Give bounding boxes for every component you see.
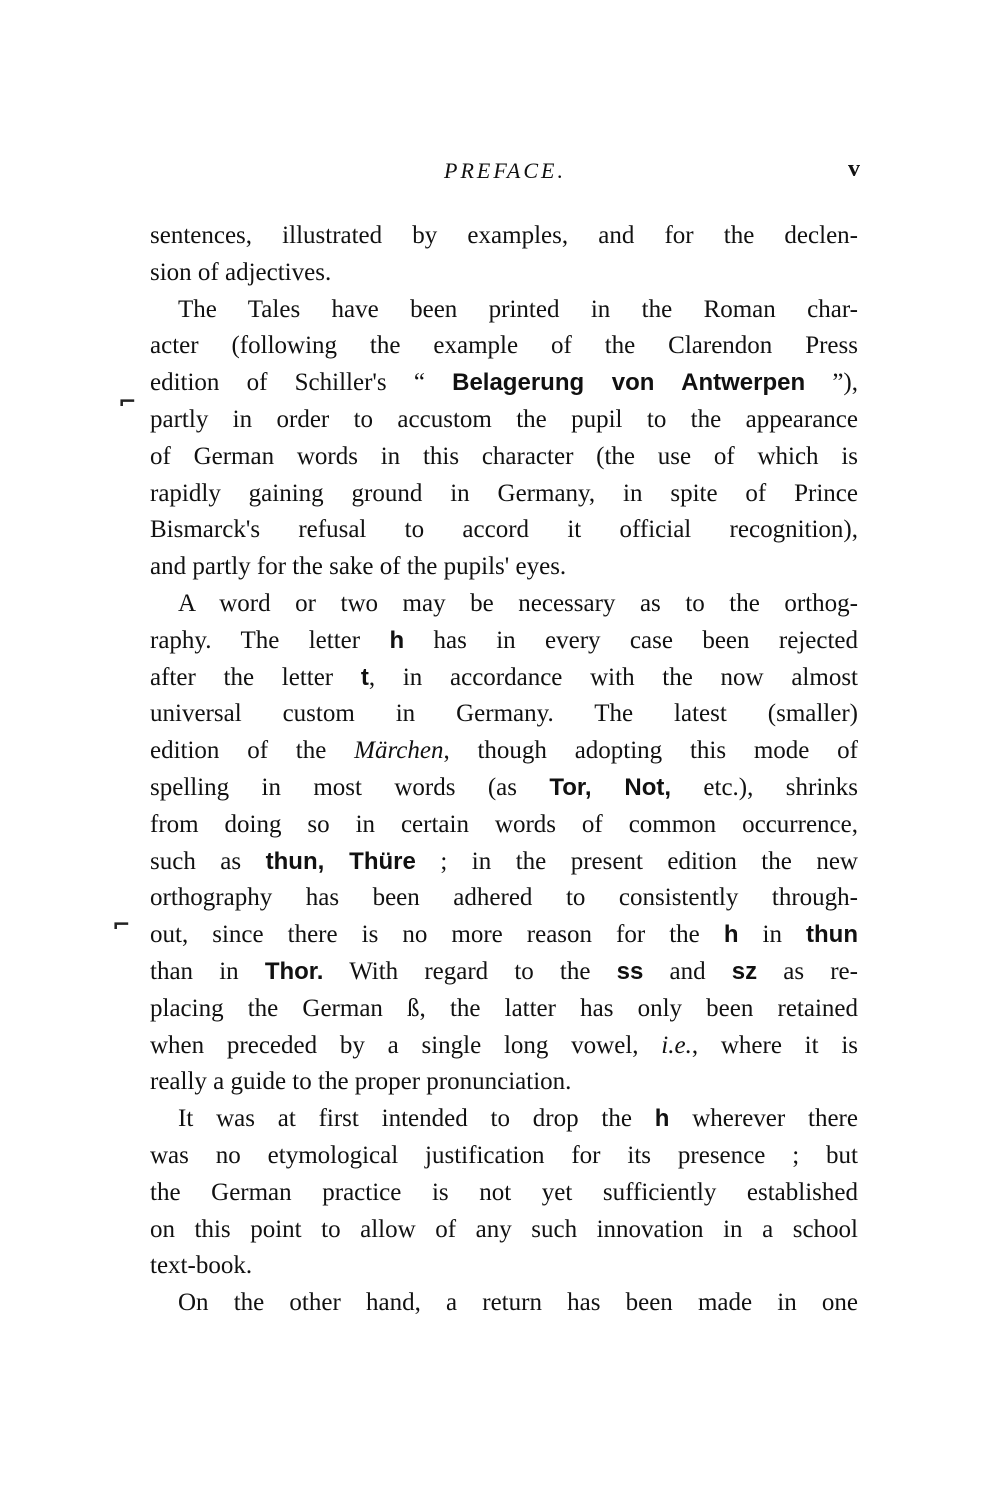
page-header	[150, 158, 860, 198]
text-segment: has in every case been rejected	[404, 626, 858, 654]
text-segment: ”),	[805, 369, 858, 397]
text-line	[150, 586, 858, 623]
bold-word: sz	[731, 957, 758, 985]
text-segment: It was at first intended to drop the	[178, 1105, 655, 1133]
text-segment: On the other hand, a return has been made in one	[178, 1289, 858, 1317]
text-segment: placing the German ß, the latter has only been retained	[150, 994, 858, 1022]
text-segment: ; in the present edition the new	[415, 847, 858, 875]
text-segment: The Tales have been printed in the Roman char-	[178, 295, 858, 323]
text-segment: edition of the	[150, 737, 355, 765]
text-segment: universal custom in Germany. The latest (smaller)	[150, 700, 858, 728]
text-segment: sion of adjectives.	[150, 258, 332, 286]
margin-mark-icon: ⌐	[118, 390, 137, 415]
text-line	[150, 549, 858, 586]
text-segment: out, since there is no more reason for the	[150, 921, 724, 949]
italic-word: Märchen	[354, 737, 444, 765]
text-line	[150, 770, 858, 807]
bold-word: t	[360, 663, 369, 691]
text-line	[150, 733, 858, 770]
text-segment: , in accordance with the now almost	[368, 663, 858, 691]
text-segment: really a guide to the proper pronunciation.	[150, 1068, 572, 1096]
text-line	[150, 1285, 858, 1322]
text-line	[150, 660, 858, 697]
text-segment: partly in order to accustom the pupil to the appearance	[150, 405, 858, 433]
text-line	[150, 807, 858, 844]
body-text	[150, 218, 858, 1322]
text-segment: from doing so in certain words of common occurrence,	[150, 810, 858, 838]
text-line	[150, 512, 858, 549]
bold-word: thun	[806, 921, 858, 949]
text-segment: than in	[150, 957, 265, 985]
bold-word: thun, Thüre	[265, 847, 416, 875]
text-segment: raphy. The letter	[150, 626, 390, 654]
text-line	[150, 991, 858, 1028]
bold-word: Thor.	[264, 957, 324, 985]
text-segment: when preceded by a single long vowel,	[150, 1031, 662, 1059]
text-line	[150, 696, 858, 733]
text-segment: sentences, illustrated by examples, and for the declen-	[150, 222, 858, 249]
text-segment: the German practice is not yet sufficiently established	[150, 1178, 858, 1206]
bold-word: Tor, Not,	[549, 773, 672, 801]
bold-word: h	[723, 921, 739, 949]
text-line	[150, 880, 858, 917]
text-segment: such as	[150, 847, 266, 875]
text-line	[150, 1101, 858, 1138]
page-number: v	[848, 156, 860, 182]
text-segment: etc.), shrinks	[671, 773, 858, 801]
text-line	[150, 1175, 858, 1212]
text-segment: edition of Schiller's “	[150, 369, 453, 397]
text-line	[150, 954, 858, 991]
text-line	[150, 917, 858, 954]
text-line	[150, 1138, 858, 1175]
text-segment: of German words in this character (the use of which is	[150, 442, 858, 470]
text-segment: wherever there	[669, 1105, 858, 1133]
text-line	[150, 1248, 858, 1285]
text-line	[150, 402, 858, 439]
text-segment: A word or two may be necessary as to the orthog-	[178, 589, 858, 617]
text-line	[150, 623, 858, 660]
text-segment: Bismarck's refusal to accord it official recognition),	[150, 516, 858, 544]
text-segment: and	[643, 957, 732, 985]
text-line	[150, 1064, 858, 1101]
text-line	[150, 439, 858, 476]
text-segment: and partly for the sake of the pupils' eyes.	[150, 553, 567, 581]
text-line	[150, 1212, 858, 1249]
text-segment: spelling in most words (as	[150, 773, 550, 801]
text-line	[150, 218, 858, 255]
text-segment: , though adopting this mode of	[443, 737, 858, 765]
text-segment: on this point to allow of any such innovation in a school	[150, 1215, 858, 1243]
text-segment: as re-	[757, 957, 858, 985]
text-line	[150, 255, 858, 292]
italic-word: i.e.	[661, 1031, 692, 1059]
text-line	[150, 476, 858, 513]
text-segment: , where it is	[691, 1031, 858, 1059]
text-segment: orthography has been adhered to consistently through-	[150, 884, 858, 912]
text-line	[150, 1028, 858, 1065]
text-line	[150, 328, 858, 365]
text-segment: after the letter	[150, 663, 361, 691]
text-line	[150, 844, 858, 881]
margin-mark-icon: ⌐	[112, 913, 131, 938]
text-segment: in	[738, 921, 807, 949]
text-segment: was no etymological justification for its presence ; but	[150, 1141, 858, 1169]
bold-word: ss	[616, 957, 644, 985]
running-head: PREFACE.	[444, 158, 566, 183]
text-line	[150, 292, 858, 329]
bold-word: Belagerung von Antwerpen	[452, 369, 806, 397]
text-line	[150, 365, 858, 402]
text-segment: rapidly gaining ground in Germany, in spite of Prince	[150, 479, 858, 507]
text-segment: With regard to the	[323, 957, 617, 985]
text-segment: text-book.	[150, 1252, 253, 1280]
bold-word: h	[654, 1105, 670, 1133]
text-segment: acter (following the example of the Clarendon Press	[150, 332, 858, 360]
bold-word: h	[389, 626, 405, 654]
